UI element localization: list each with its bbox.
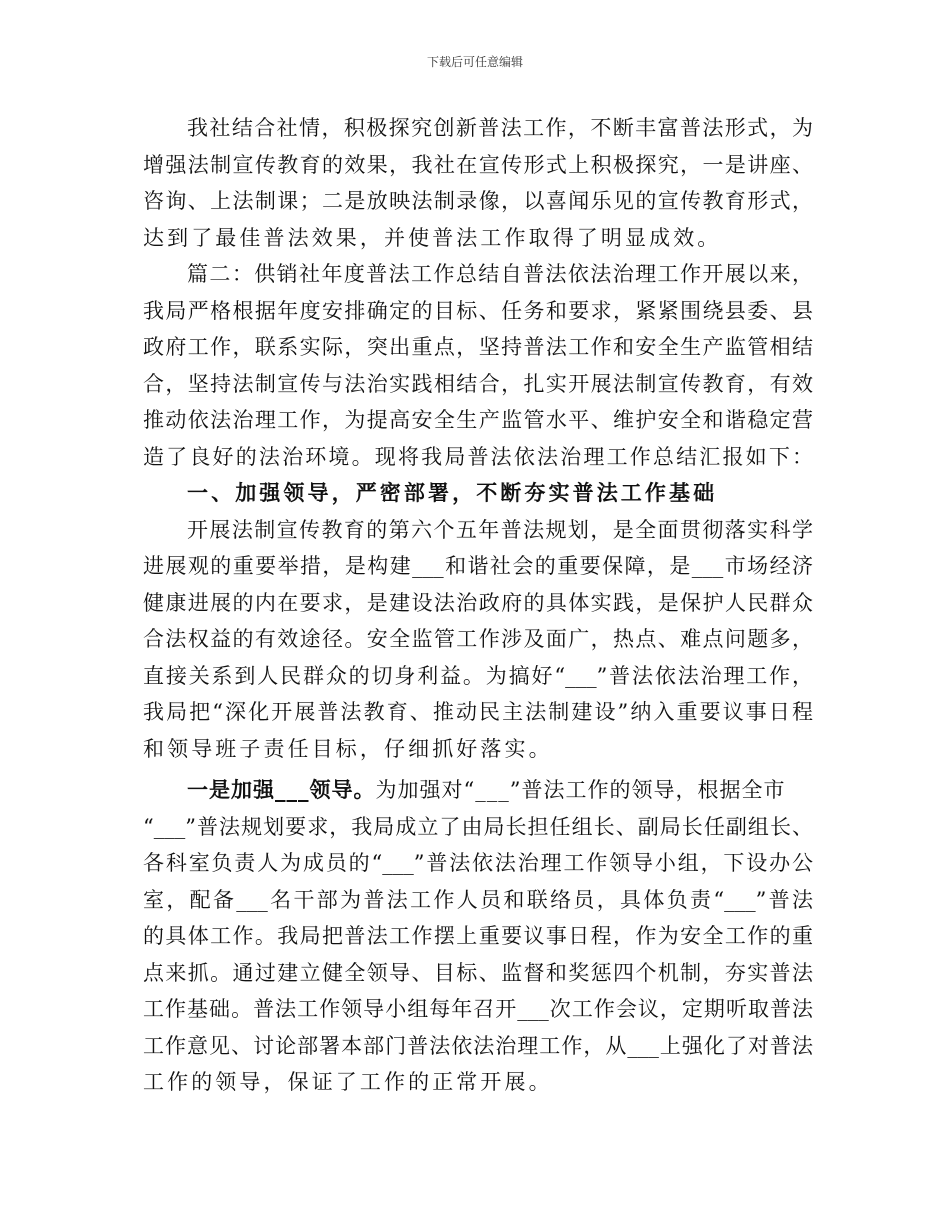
- header-note: 下载后可任意编辑: [426, 55, 523, 69]
- document-body: [143, 110, 813, 1101]
- text-line: 和领导班子责任目标，仔细抓好落实。: [143, 736, 553, 761]
- text-line: 我局严格根据年度安排确定的目标、任务和要求，紧紧围绕县委、县: [143, 298, 813, 323]
- text-line: 推动依法治理工作，为提高安全生产监管水平、维护安全和谐稳定营: [143, 408, 813, 432]
- section-heading: 一、加强领导，严密部署，不断夯实普法工作基础: [187, 481, 718, 505]
- bold-lead-text: 一是加强___领导。: [187, 778, 376, 802]
- text-line: 开展法制宣传教育的第六个五年普法规划，是全面贯彻落实科学: [187, 517, 813, 542]
- paragraph-4: [143, 772, 813, 1101]
- text-line: [143, 772, 813, 809]
- text-line: 点来抓。通过建立健全领导、目标、监督和奖惩四个机制，夯实普法: [143, 960, 813, 985]
- text-line: 合，坚持法制宣传与法治实践相结合，扎实开展法制宣传教育，有效: [143, 371, 813, 396]
- paragraph-3: [143, 512, 813, 768]
- text-line: “___”普法规划要求，我局成立了由局长担任组长、副局长任副组长、: [143, 814, 813, 839]
- text-line: 增强法制宣传教育的效果，我社在宣传形式上积极探究，一是讲座、: [143, 152, 813, 177]
- paragraph-2: [143, 256, 813, 475]
- text-line: 篇二：供销社年度普法工作总结自普法依法治理工作开展以来，: [187, 262, 813, 286]
- text-line: 工作意见、讨论部署本部门普法依法治理工作，从___上强化了对普法: [143, 1033, 813, 1058]
- text-line: 室，配备___名干部为普法工作人员和联络员，具体负责“___”普法: [143, 887, 813, 912]
- text-line: 政府工作，联系实际，突出重点，坚持普法工作和安全生产监管相结: [143, 335, 813, 359]
- text-line: 达到了最佳普法效果，并使普法工作取得了明显成效。: [143, 225, 722, 250]
- text-line: 各科室负责人为成员的“___”普法依法治理工作领导小组，下设办公: [143, 851, 813, 875]
- text-line: 我社结合社情，积极探究创新普法工作，不断丰富普法形式，为: [187, 116, 813, 140]
- text-line: 的具体工作。我局把普法工作摆上重要议事日程，作为安全工作的重: [143, 924, 813, 948]
- text-line: 工作的领导，保证了工作的正常开展。: [143, 1070, 553, 1094]
- text-line: 我局把“深化开展普法教育、推动民主法制建设”纳入重要议事日程: [143, 700, 813, 724]
- text-line: 进展观的重要举措，是构建___和谐社会的重要保障，是___市场经济: [143, 554, 813, 578]
- text-line: 健康进展的内在要求，是建设法治政府的具体实践，是保护人民群众: [143, 590, 813, 615]
- text-line: 咨询、上法制课；二是放映法制录像，以喜闻乐见的宣传教育形式，: [143, 189, 813, 213]
- paragraph-1: [143, 110, 813, 256]
- text-line: 造了良好的法治环境。现将我局普法依法治理工作总结汇报如下：: [143, 444, 813, 469]
- text-span: 为加强对“___”普法工作的领导，根据全市: [375, 778, 786, 802]
- text-line: 工作基础。普法工作领导小组每年召开___次工作会议，定期听取普法: [143, 997, 813, 1021]
- text-line: 合法权益的有效途径。安全监管工作涉及面广，热点、难点问题多，: [143, 627, 813, 651]
- text-line: 直接关系到人民群众的切身利益。为搞好“___”普法依法治理工作，: [143, 663, 813, 688]
